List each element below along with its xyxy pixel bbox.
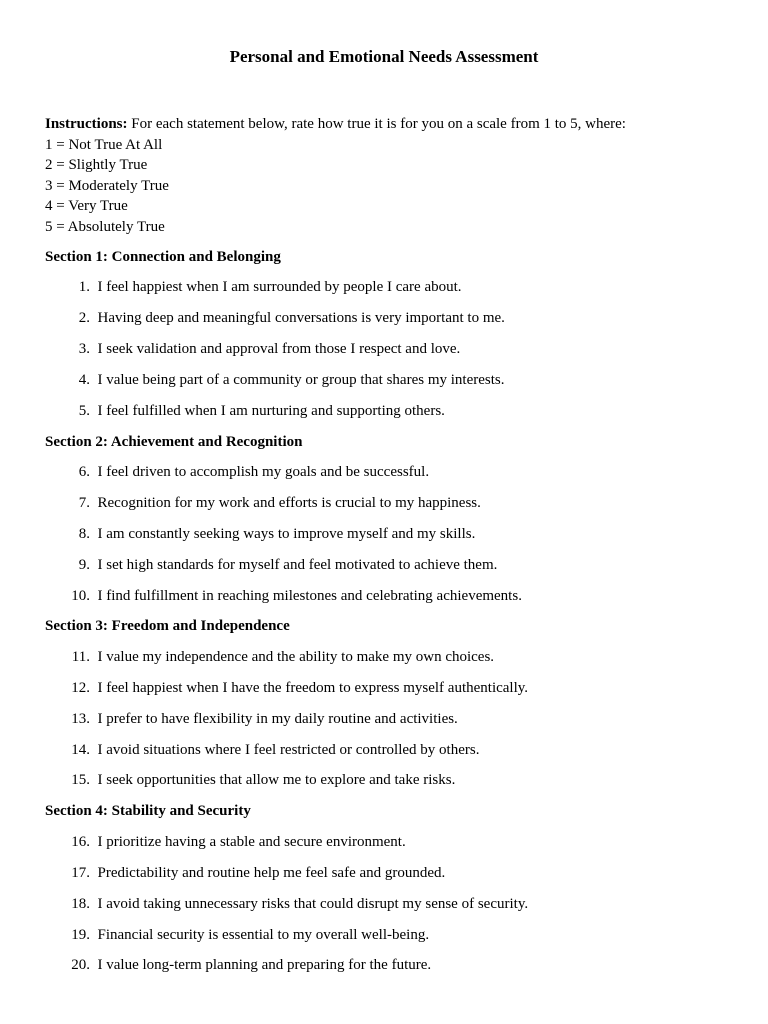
- list-item: [45, 647, 494, 667]
- item-text: I value being part of a community or group that shares my interests.: [97, 372, 505, 388]
- item-text: I feel happiest when I am surrounded by people I care about.: [97, 279, 462, 295]
- item-text: Recognition for my work and efforts is crucial to my happiness.: [97, 495, 481, 511]
- item-text: Financial security is essential to my overall well-being.: [97, 927, 430, 943]
- item-number: 10.: [71, 588, 90, 604]
- list-item: [45, 678, 528, 698]
- item-number: 8.: [78, 526, 90, 542]
- list-item: [45, 863, 445, 883]
- scale-item: 1 = Not True At All: [45, 136, 163, 153]
- item-text: I feel driven to accomplish my goals and be successful.: [97, 464, 430, 480]
- list-item: [45, 308, 505, 328]
- item-number: 7.: [78, 495, 90, 511]
- list-item: [45, 925, 429, 945]
- instructions-text: For each statement below, rate how true it is for you on a scale from 1 to 5, where:: [127, 116, 626, 132]
- item-number: 19.: [71, 927, 90, 943]
- instructions-label: Instructions:: [45, 116, 128, 132]
- item-text: I value my independence and the ability to make my own choices.: [97, 649, 495, 665]
- item-number: 1.: [78, 279, 90, 295]
- list-item: [45, 955, 431, 975]
- item-text: I set high standards for myself and feel motivated to achieve them.: [97, 557, 498, 573]
- section-heading: Section 1: Connection and Belonging: [45, 249, 281, 265]
- scale-item: 3 = Moderately True: [45, 177, 169, 194]
- item-text: Predictability and routine help me feel safe and grounded.: [97, 865, 446, 881]
- item-number: 18.: [71, 896, 90, 912]
- list-item: [45, 462, 429, 482]
- list-item: [45, 740, 479, 760]
- item-number: 12.: [71, 680, 90, 696]
- item-number: 6.: [78, 464, 90, 480]
- scale-item: 5 = Absolutely True: [45, 218, 165, 235]
- list-item: [45, 709, 458, 729]
- item-text: Having deep and meaningful conversations is very important to me.: [97, 310, 505, 326]
- scale-item: 4 = Very True: [45, 198, 128, 214]
- item-number: 4.: [78, 372, 90, 388]
- list-item: [45, 832, 406, 852]
- list-item: [45, 586, 522, 606]
- list-item: [45, 555, 497, 575]
- item-text: I prioritize having a stable and secure environment.: [97, 834, 406, 850]
- list-item: [45, 401, 445, 421]
- list-item: [45, 277, 462, 297]
- item-number: 5.: [78, 403, 90, 419]
- item-number: 15.: [71, 772, 90, 788]
- item-text: I feel fulfilled when I am nurturing and supporting others.: [97, 403, 445, 419]
- item-text: I avoid situations where I feel restricted or controlled by others.: [97, 742, 480, 758]
- item-number: 3.: [78, 341, 90, 357]
- list-item: [45, 524, 475, 544]
- item-number: 13.: [71, 711, 90, 727]
- page-title: Personal and Emotional Needs Assessment: [229, 47, 539, 66]
- item-text: I seek opportunities that allow me to explore and take risks.: [97, 772, 456, 788]
- item-text: I feel happiest when I have the freedom to express myself authentically.: [97, 680, 529, 696]
- item-number: 9.: [78, 557, 90, 573]
- item-text: I prefer to have flexibility in my daily routine and activities.: [97, 711, 458, 727]
- list-item: [45, 493, 481, 513]
- list-item: [45, 894, 528, 914]
- scale-item: 2 = Slightly True: [45, 157, 148, 173]
- item-number: 11.: [71, 649, 90, 665]
- list-item: [45, 770, 455, 790]
- item-text: I am constantly seeking ways to improve myself and my skills.: [97, 526, 476, 542]
- list-item: [45, 339, 460, 359]
- item-number: 16.: [71, 834, 90, 850]
- section-heading: Section 2: Achievement and Recognition: [45, 434, 303, 450]
- item-number: 14.: [71, 742, 90, 758]
- item-number: 17.: [71, 865, 90, 881]
- item-number: 2.: [78, 310, 90, 326]
- item-text: I value long-term planning and preparing for the future.: [97, 957, 432, 973]
- item-number: 20.: [71, 957, 90, 973]
- instructions-intro: [45, 114, 626, 135]
- item-text: I seek validation and approval from those I respect and love.: [97, 341, 461, 357]
- section-heading: Section 3: Freedom and Independence: [45, 618, 290, 634]
- instructions-block: [45, 114, 626, 237]
- item-text: I find fulfillment in reaching milestones and celebrating achievements.: [97, 588, 522, 604]
- list-item: [45, 370, 504, 390]
- section-heading: Section 4: Stability and Security: [45, 803, 251, 819]
- item-text: I avoid taking unnecessary risks that could disrupt my sense of security.: [97, 896, 529, 912]
